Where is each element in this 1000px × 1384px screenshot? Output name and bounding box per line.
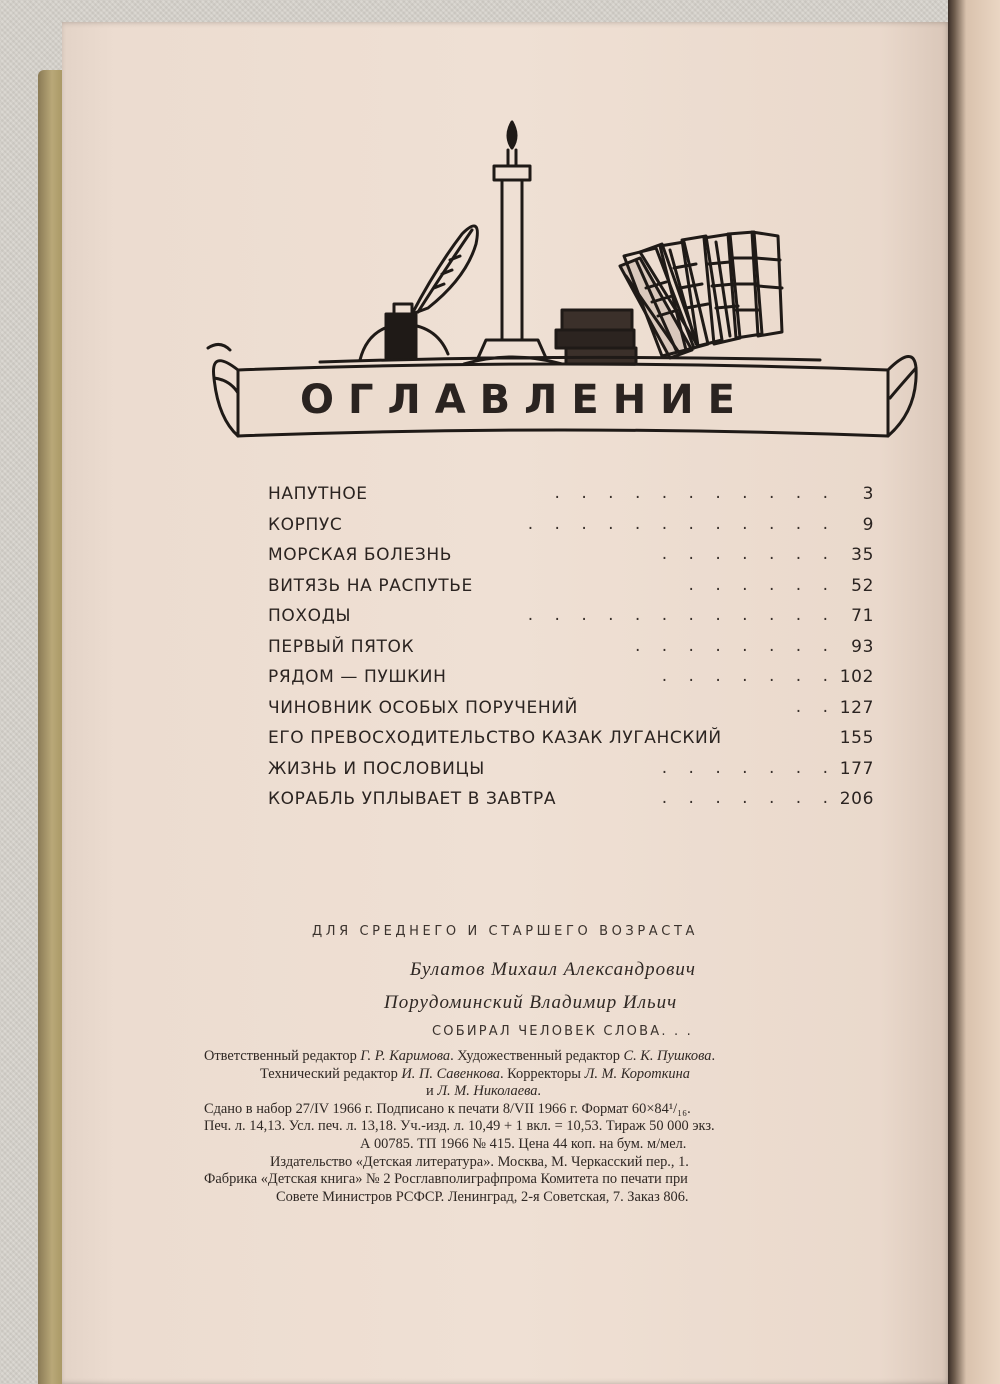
- imprint-line: Совете Министров РСФСР. Ленинград, 2-я Советская, 7. Заказ 806.: [276, 1188, 689, 1205]
- toc-entry[interactable]: [268, 482, 874, 513]
- toc-entry-title: НАПУТНОЕ: [268, 484, 368, 504]
- toc-entry-title: ЕГО ПРЕВОСХОДИТЕЛЬСТВО КАЗАК ЛУГАНСКИЙ: [268, 728, 722, 748]
- imprint-line: [204, 1083, 924, 1101]
- candlestick-icon: [464, 122, 562, 364]
- editor-name: Г. Р. Каримова: [360, 1048, 451, 1064]
- imprint-line: Сдано в набор 27/IV 1966 г. Подписано к печати 8/VII 1966 г. Формат 60×84¹/₁₆.: [204, 1100, 691, 1117]
- toc-entry-title: ПОХОДЫ: [268, 606, 352, 626]
- leaning-books-icon: [620, 232, 782, 358]
- tech-editor-name: И. П. Савенкова: [401, 1065, 500, 1082]
- toc-leader-dots: . . . . . . . . . . . .: [527, 513, 836, 534]
- toc-entry-page: 3: [862, 484, 874, 504]
- toc-leader-dots: . . . . . .: [688, 574, 836, 595]
- toc-entry[interactable]: [268, 665, 874, 696]
- toc-entry-title: РЯДОМ — ПУШКИН: [268, 667, 447, 687]
- proofreader-name: Л. М. Короткина: [584, 1065, 690, 1082]
- art-editor-name: С. К. Пушкова: [623, 1048, 712, 1064]
- toc-entry-page: 71: [851, 606, 874, 626]
- imprint-line: [204, 1048, 924, 1066]
- author-name: Порудоминский Владимир Ильич: [384, 992, 678, 1013]
- toc-entry[interactable]: [268, 604, 874, 635]
- imprint-line: [204, 1066, 924, 1084]
- toc-entry[interactable]: [268, 726, 874, 757]
- book-stack-icon: [556, 310, 636, 364]
- imprint-text: .: [537, 1083, 542, 1100]
- toc-entry[interactable]: [268, 787, 874, 818]
- imprint-text: Ответственный редактор: [204, 1048, 361, 1064]
- toc-entry-page: 35: [851, 545, 874, 565]
- book-title: СОБИРАЛ ЧЕЛОВЕК СЛОВА. . .: [432, 1024, 693, 1039]
- toc-entry[interactable]: [268, 757, 874, 788]
- toc-entry-page: 206: [839, 789, 874, 809]
- toc-entry-title: КОРПУС: [268, 514, 343, 535]
- toc-entry-title: ЧИНОВНИК ОСОБЫХ ПОРУЧЕНИЙ: [268, 697, 578, 718]
- imprint-text: Технический редактор: [260, 1065, 402, 1082]
- toc-entry-page: 102: [839, 667, 874, 687]
- audience-note: ДЛЯ СРЕДНЕГО И СТАРШЕГО ВОЗРАСТА: [312, 924, 699, 939]
- imprint-text: . Художественный редактор: [450, 1048, 624, 1064]
- facing-page-edge: [948, 0, 1000, 1384]
- toc-entry-title: ЖИЗНЬ И ПОСЛОВИЦЫ: [268, 758, 485, 779]
- table-of-contents: [268, 482, 874, 818]
- toc-entry-title: МОРСКАЯ БОЛЕЗНЬ: [268, 545, 452, 565]
- toc-leader-dots: . . . . . . . . . . . .: [527, 605, 836, 625]
- toc-entry-page: 127: [839, 697, 874, 718]
- imprint-block: [204, 1048, 924, 1206]
- toc-entry[interactable]: [268, 543, 874, 574]
- toc-leader-dots: . . . . . . . . . . .: [554, 483, 836, 503]
- toc-leader-dots: . . . . . . .: [661, 757, 836, 778]
- imprint-text: . Корректоры: [499, 1065, 585, 1082]
- quill-icon: [412, 226, 477, 314]
- imprint-line: Фабрика «Детская книга» № 2 Росглавполиграфпрома Комитета по печати при: [204, 1171, 688, 1188]
- contents-heading: ОГЛАВЛЕНИЕ: [300, 377, 749, 423]
- toc-leader-dots: . . . . . . .: [661, 788, 836, 808]
- toc-leader-dots: . . . . . . .: [661, 544, 836, 564]
- imprint-line: Печ. л. 14,13. Усл. печ. л. 13,18. Уч.-изд. л. 10,49 + 1 вкл. = 10,53. Тираж 50 000 экз.: [204, 1118, 715, 1135]
- toc-entry-title: ВИТЯЗЬ НА РАСПУТЬЕ: [268, 575, 473, 596]
- toc-entry-page: 155: [839, 728, 874, 748]
- inkwell-icon: [360, 304, 448, 360]
- author-name: Булатов Михаил Александрович: [410, 959, 696, 980]
- toc-entry-page: 9: [862, 514, 874, 535]
- proofreader-name: Л. М. Николаева: [437, 1083, 538, 1100]
- imprint-text: и: [426, 1083, 438, 1100]
- toc-entry[interactable]: [268, 574, 874, 605]
- imprint-line: Издательство «Детская литература». Москва, М. Черкасский пер., 1.: [270, 1153, 689, 1170]
- toc-entry-page: 52: [851, 575, 874, 596]
- imprint-text: .: [711, 1048, 716, 1064]
- toc-entry-page: 177: [839, 758, 874, 779]
- toc-entry[interactable]: [268, 696, 874, 727]
- toc-entry[interactable]: [268, 635, 874, 666]
- toc-leader-dots: . . . . . . . .: [634, 635, 836, 656]
- toc-entry-title: КОРАБЛЬ УПЛЫВАЕТ В ЗАВТРА: [268, 789, 557, 809]
- toc-leader-dots: . .: [795, 696, 836, 717]
- toc-entry-title: ПЕРВЫЙ ПЯТОК: [268, 636, 415, 657]
- toc-leader-dots: . . . . . . .: [661, 666, 836, 686]
- toc-entry-page: 93: [851, 636, 874, 657]
- imprint-line: А 00785. ТП 1966 № 415. Цена 44 коп. на бум. м/мел.: [360, 1135, 687, 1152]
- toc-entry[interactable]: [268, 513, 874, 544]
